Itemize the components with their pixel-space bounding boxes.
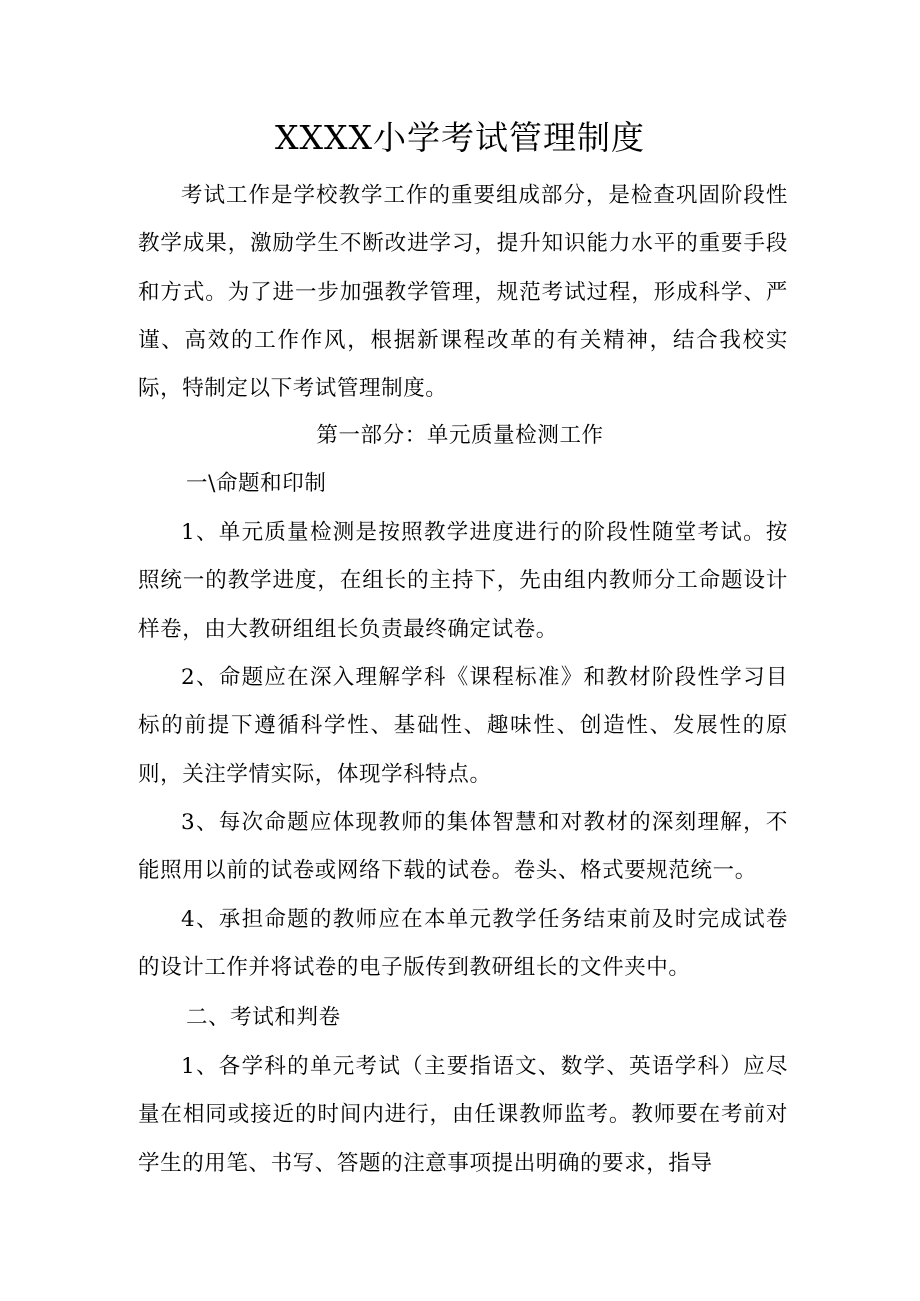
section1-item-2: 2、命题应在深入理解学科《课程标准》和教材阶段性学习目标的前提下遵循科学性、基础性、趣味性、创造性、发展性的原则，关注学情实际，体现学科特点。 [138,665,788,787]
part1-heading: 第一部分：单元质量检测工作 [316,423,604,448]
section2-item-1: 1、各学科的单元考试（主要指语文、数学、英语学科）应尽量在相同或接近的时间内进行，由任课教师监考。教师要在考前对学生的用笔、书写、答题的注意事项提出明确的要求，指导 [138,1054,788,1176]
section1-item-4: 4、承担命题的教师应在本单元教学任务结束前及时完成试卷的设计工作并将试卷的电子版传到教研组长的文件夹中。 [138,907,788,981]
section1-item-1: 1、单元质量检测是按照教学进度进行的阶段性随堂考试。按照统一的教学进度，在组长的主持下，先由组内教师分工命题设计样卷，由大教研组组长负责最终确定试卷。 [138,520,788,642]
intro-paragraph: 考试工作是学校教学工作的重要组成部分，是检查巩固阶段性教学成果，激励学生不断改进学习，提升知识能力水平的重要手段和方式。为了进一步加强教学管理，规范考试过程，形成科学、严谨、高效的工作作风，根据新课程改革的有关精神，结合我校实际，特制定以下考试管理制度。 [138,183,788,402]
section1-heading: 一\命题和印制 [186,471,327,496]
document-title: XXXX小学考试管理制度 [275,118,645,157]
section2-heading: 二、考试和判卷 [186,1005,341,1030]
section1-item-3: 3、每次命题应体现教师的集体智慧和对教材的深刻理解，不能照用以前的试卷或网络下载的试卷。卷头、格式要规范统一。 [138,810,788,884]
